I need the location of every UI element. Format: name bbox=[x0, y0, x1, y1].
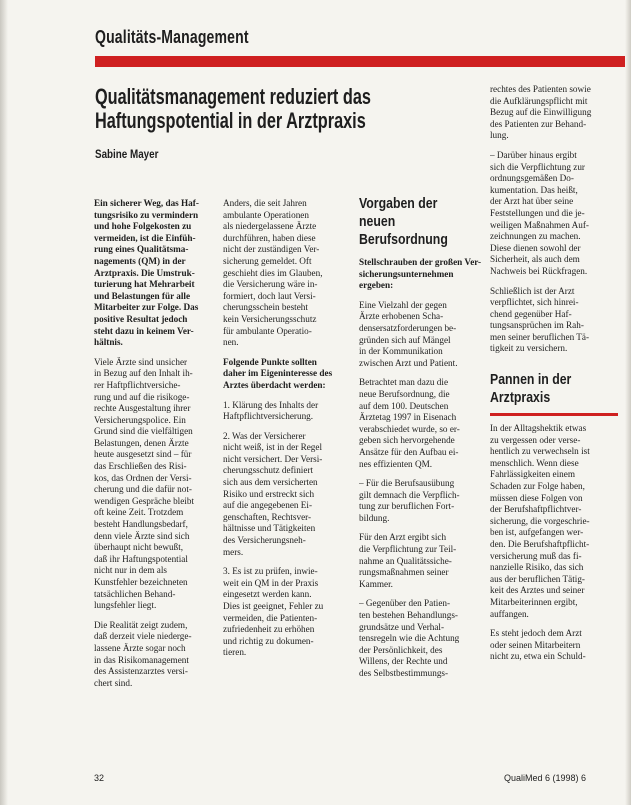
paragraph bbox=[94, 620, 215, 690]
text-line: weit ein QM in der Praxis bbox=[223, 577, 319, 588]
text-line: zu vergessen oder verse- bbox=[490, 434, 581, 445]
text-line: rechte Ausgestaltung ihrer bbox=[94, 403, 191, 414]
text-line: mers. bbox=[223, 546, 244, 557]
text-line: auf die angegebenen Ei- bbox=[223, 500, 313, 511]
paragraph bbox=[490, 84, 618, 142]
text-line: durchführen, haben diese bbox=[223, 232, 316, 243]
paragraph-gap bbox=[490, 278, 618, 286]
text-line: 3. Es ist zu prüfen, inwie- bbox=[223, 566, 318, 577]
subheading-line: Berufsordnung bbox=[359, 231, 448, 248]
text-line: Haftpflichtversicherung. bbox=[223, 411, 314, 422]
text-line: vermeiden, die Patienten- bbox=[223, 612, 318, 623]
text-line: der Arzt hat über seine bbox=[490, 196, 574, 207]
text-line: rungsmaßnahmen seiner bbox=[359, 567, 449, 578]
text-line: sicherung, die vorgeschrie- bbox=[490, 515, 590, 526]
text-line: 2. Was der Versicherer bbox=[223, 430, 306, 441]
text-line: tatsächlichen Behand- bbox=[94, 588, 176, 599]
paragraph-gap bbox=[359, 292, 481, 300]
paragraph-gap bbox=[359, 524, 481, 532]
paragraph bbox=[223, 400, 351, 423]
subheading-vorgaben bbox=[359, 195, 459, 249]
text-line: für ambulante Operatio- bbox=[223, 325, 312, 336]
text-line: rung eines Qualitätsma- bbox=[94, 244, 189, 255]
text-line: sicherung gemeldet. Oft bbox=[223, 255, 312, 266]
lead-paragraph bbox=[94, 198, 215, 349]
text-line: weiligen Maßnahmen Auf- bbox=[490, 219, 589, 230]
text-line: den. Die Berufshaftpflicht- bbox=[490, 539, 590, 549]
text-line: hältnisse und Tätigkeiten bbox=[223, 523, 316, 534]
text-line: nes effizienten QM. bbox=[359, 458, 433, 469]
text-line: – Darüber hinaus ergibt bbox=[490, 149, 577, 160]
binding-shadow bbox=[0, 0, 8, 805]
text-line: Feststellungen und die je- bbox=[490, 207, 585, 218]
text-line: In der Alltagshektik etwas bbox=[490, 423, 587, 434]
text-line: cherung und die dafür not- bbox=[94, 484, 192, 495]
text-line: nicht der zuständigen Ver- bbox=[223, 244, 320, 255]
paragraph bbox=[359, 598, 481, 679]
text-line: oft keine Zeit. Trotzdem bbox=[94, 507, 184, 518]
text-line: Ärzte erhobenen Scha- bbox=[359, 311, 444, 322]
subheading-accent-rule bbox=[490, 413, 618, 416]
paragraph-gap bbox=[94, 612, 215, 620]
text-line: aus der beruflichen Tätig- bbox=[490, 573, 585, 584]
text-line: besteht Handlungsbedarf, bbox=[94, 519, 188, 530]
text-line: Schließlich ist der Arzt bbox=[490, 285, 575, 296]
text-line: zeichnungen zu machen. bbox=[490, 231, 581, 242]
text-line: die Verpflichtung zur Teil- bbox=[359, 544, 457, 555]
text-line: wendigen Gespräche bleibt bbox=[94, 495, 195, 506]
paragraph-gap bbox=[223, 392, 351, 400]
paragraph-gap bbox=[359, 470, 481, 478]
text-column-1 bbox=[94, 198, 215, 689]
subheading-line: Arztpraxis bbox=[490, 389, 551, 407]
journal-reference: QualiMed 6 (1998) 6 bbox=[504, 773, 587, 783]
paragraph bbox=[94, 357, 215, 612]
text-line: Risiko und erstreckt sich bbox=[223, 488, 315, 499]
text-line: Belastungen, denen Ärzte bbox=[94, 437, 189, 448]
paragraph-gap bbox=[359, 369, 481, 377]
text-line: sich aus dem versicherten bbox=[223, 477, 318, 488]
headline-line: Qualitätsmanagement reduziert das bbox=[95, 84, 371, 109]
section-gap bbox=[490, 355, 618, 363]
text-line: Arztpraxis. Die Umstruk- bbox=[94, 267, 195, 278]
text-line: nanzielle Risiko, das sich bbox=[490, 562, 584, 573]
text-line: auffangen. bbox=[490, 608, 529, 619]
text-line: verpflichtet, sich hinrei- bbox=[490, 297, 579, 308]
text-line: und Belastungen für alle bbox=[94, 290, 191, 301]
text-line: – Für die Berufsausübung bbox=[359, 478, 455, 489]
text-line: und richtig zu dokumen- bbox=[223, 635, 314, 646]
headline-line: Haftungspotential in der Arztpraxis bbox=[95, 108, 366, 133]
text-line: rung und auf die risikoge- bbox=[94, 391, 190, 402]
text-line: ambulante Operationen bbox=[223, 209, 309, 220]
paragraph-gap bbox=[490, 142, 618, 150]
text-line: kos, das Ordnen der Versi- bbox=[94, 472, 192, 483]
text-line: formiert, doch laut Versi- bbox=[223, 290, 316, 301]
text-line: nen. bbox=[223, 337, 239, 348]
text-line: neue Berufsordnung, die bbox=[359, 388, 450, 399]
paragraph bbox=[359, 478, 481, 524]
text-line: kumentation. Das heißt, bbox=[490, 184, 578, 195]
paragraph-gap bbox=[223, 349, 351, 357]
text-line: hältnis. bbox=[94, 337, 123, 348]
paragraph-gap bbox=[490, 620, 618, 628]
text-line: nicht nur in dem als bbox=[94, 565, 167, 576]
text-line: Schaden zur Folge haben, bbox=[490, 481, 585, 492]
paragraph bbox=[223, 198, 351, 349]
text-line: die Aufklärungspflicht mit bbox=[490, 95, 588, 106]
subheading-line: neuen bbox=[359, 213, 396, 230]
text-line: steht dazu in keinem Ver- bbox=[94, 325, 194, 336]
text-line: rechtes des Patienten sowie bbox=[490, 84, 591, 94]
subheading-line: Pannen in der bbox=[490, 371, 572, 389]
text-line: lassene Ärzte sogar noch bbox=[94, 642, 186, 653]
text-line: der Persönlichkeit, des bbox=[359, 644, 443, 655]
text-line: Grund sind die vielfältigen bbox=[94, 426, 193, 437]
article-headline bbox=[95, 85, 371, 133]
text-line: tensregeln wie die Achtung bbox=[359, 633, 460, 644]
text-line: in das Risikomanagement bbox=[94, 654, 189, 665]
text-line: positive Resultat jedoch bbox=[94, 313, 188, 324]
text-line: geben sich hervorgehende bbox=[359, 435, 455, 446]
text-line: sich die Verpflichtung zur bbox=[490, 161, 585, 172]
section-title: Qualitäts-Management bbox=[95, 27, 249, 47]
text-line: ergeben: bbox=[359, 280, 394, 291]
text-line: Mitarbeiter zur Folge. Das bbox=[94, 302, 199, 313]
page-number: 32 bbox=[94, 773, 105, 783]
text-line: lungsfehler liegt. bbox=[94, 600, 157, 611]
section-gap bbox=[490, 363, 618, 371]
text-line: eingesetzt werden kann. bbox=[223, 589, 312, 600]
text-line: 1. Klärung des Inhalts der bbox=[223, 399, 319, 410]
text-line: in der Kommunikation bbox=[359, 346, 443, 357]
text-line: Diese dienen sowohl der bbox=[490, 242, 581, 253]
text-line: in Bezug auf den Inhalt ih- bbox=[94, 368, 193, 379]
text-line: chend gegenüber Haf- bbox=[490, 308, 572, 319]
text-line: tung zur beruflichen Fort- bbox=[359, 501, 455, 512]
text-line: Die Realität zeigt zudem, bbox=[94, 619, 188, 630]
text-line: densersatzforderungen be- bbox=[359, 322, 457, 333]
text-line: Fahrlässigkeiten einem bbox=[490, 469, 575, 480]
text-line: daß derzeit viele niederge- bbox=[94, 631, 192, 642]
text-line: des Assistenzarztes versi- bbox=[94, 666, 188, 677]
text-line: tieren. bbox=[223, 647, 247, 658]
text-line: oder seinen Mitarbeitern bbox=[490, 639, 581, 650]
paragraph-gap bbox=[359, 590, 481, 598]
text-line: Folgende Punkte sollten bbox=[223, 356, 317, 367]
text-line: nahme an Qualitätssiche- bbox=[359, 555, 452, 566]
text-line: Sicherheit, als auch dem bbox=[490, 254, 580, 265]
text-line: Ärztetag 1997 in Eisenach bbox=[359, 412, 457, 423]
text-line: rer Haftpflichtversiche- bbox=[94, 379, 181, 390]
text-line: Ein sicherer Weg, das Haf- bbox=[94, 198, 199, 208]
text-line: ben ist, aufgefangen wer- bbox=[490, 527, 584, 538]
paragraph bbox=[490, 423, 618, 620]
text-line: nicht zu, etwa ein Schuld- bbox=[490, 651, 586, 662]
text-column-2 bbox=[223, 198, 351, 659]
text-line: vermeiden, ist die Einfüh- bbox=[94, 232, 196, 243]
text-line: daß ihr Haftungspotential bbox=[94, 553, 188, 564]
text-line: nagements (QM) in der bbox=[94, 255, 186, 266]
paragraph bbox=[359, 532, 481, 590]
text-line: grundsätze und Verhal- bbox=[359, 621, 445, 632]
text-line: des Versicherungsneh- bbox=[223, 535, 306, 546]
text-line: Eine Vielzahl der gegen bbox=[359, 299, 447, 310]
text-column-3 bbox=[359, 195, 481, 680]
paragraph bbox=[359, 300, 481, 370]
text-line: zwischen Arzt und Patient. bbox=[359, 357, 458, 368]
lead-paragraph bbox=[223, 357, 351, 392]
subheading-line: Vorgaben der bbox=[359, 195, 438, 212]
text-line: geschieht dies im Glauben, bbox=[223, 267, 323, 278]
text-line: cherungsschein besteht bbox=[223, 302, 308, 313]
text-line: genschaften, Rechtsver- bbox=[223, 511, 312, 522]
text-line: Für den Arzt ergibt sich bbox=[359, 532, 447, 543]
text-line: chert sind. bbox=[94, 677, 133, 688]
text-line: ordnungsgemäßen Do- bbox=[490, 173, 574, 184]
text-line: Stellschrauben der großen Ver- bbox=[359, 257, 481, 267]
text-line: Versicherungspolice. Ein bbox=[94, 414, 186, 425]
text-line: tigkeit zu versichern. bbox=[490, 343, 568, 354]
paragraph bbox=[490, 286, 618, 356]
paragraph bbox=[490, 628, 618, 663]
text-line: men seiner beruflichen Tä- bbox=[490, 331, 590, 342]
text-line: gründen sich auf Mängel bbox=[359, 334, 451, 345]
text-line: der Berufshaftpflichtver- bbox=[490, 504, 582, 515]
header-accent-bar bbox=[95, 56, 625, 67]
text-line: gilt demnach die Verpflich- bbox=[359, 489, 460, 500]
text-line: cherungsschutz definiert bbox=[223, 465, 314, 476]
text-line: Ansätze für den Aufbau ei- bbox=[359, 446, 459, 457]
text-line: Anders, die seit Jahren bbox=[223, 198, 307, 208]
text-line: tungsrisiko zu vermindern bbox=[94, 209, 199, 220]
text-line: Es steht jedoch dem Arzt bbox=[490, 628, 582, 639]
text-line: Arztes überdacht werden: bbox=[223, 379, 326, 390]
text-line: verabschiedet wurde, so er- bbox=[359, 423, 460, 434]
text-line: des Selbstbestimmungs- bbox=[359, 668, 449, 678]
text-line: bildung. bbox=[359, 512, 390, 523]
text-line: Bezug auf die Einwilligung bbox=[490, 107, 592, 118]
text-line: Willens, der Rechte und bbox=[359, 656, 448, 667]
paragraph-gap bbox=[223, 423, 351, 431]
subheading-pannen bbox=[490, 371, 595, 407]
text-line: turierung hat Mehrarbeit bbox=[94, 279, 195, 290]
text-line: auf dem 100. Deutschen bbox=[359, 400, 449, 411]
text-line: das Erschließen des Risi- bbox=[94, 461, 187, 472]
text-line: versicherung muß das fi- bbox=[490, 550, 582, 561]
text-line: des Patienten zur Behand- bbox=[490, 118, 587, 129]
text-line: – Gegenüber den Patien- bbox=[359, 598, 451, 609]
text-line: heute ausgesetzt sind – für bbox=[94, 449, 192, 460]
article-author: Sabine Mayer bbox=[95, 147, 159, 161]
text-line: Viele Ärzte sind unsicher bbox=[94, 356, 188, 367]
text-line: hentlich zu verwechseln ist bbox=[490, 446, 590, 457]
text-line: tungsansprüchen im Rah- bbox=[490, 320, 584, 331]
text-line: Kammer. bbox=[359, 578, 393, 589]
text-line: Nachweis bei Rückfragen. bbox=[490, 265, 588, 276]
text-line: nicht versichert. Der Versi- bbox=[223, 453, 323, 464]
text-line: kein Versicherungsschutz bbox=[223, 313, 317, 324]
text-line: lung. bbox=[490, 130, 509, 141]
paragraph-gap bbox=[94, 349, 215, 357]
text-line: Betrachtet man dazu die bbox=[359, 377, 449, 388]
text-line: nicht weiß, ist in der Regel bbox=[223, 442, 322, 453]
text-column-4 bbox=[490, 84, 618, 663]
text-line: überhaupt nicht bewußt, bbox=[94, 542, 184, 553]
text-line: ten bestehen Behandlungs- bbox=[359, 610, 458, 621]
text-line: keit des Arztes und seiner bbox=[490, 585, 585, 596]
paragraph bbox=[359, 377, 481, 470]
subheading-gap bbox=[359, 249, 481, 257]
text-line: menschlich. Wenn diese bbox=[490, 457, 579, 468]
paragraph-gap bbox=[223, 558, 351, 566]
text-line: und hohe Folgekosten zu bbox=[94, 221, 192, 232]
text-line: müssen diese Folgen von bbox=[490, 492, 583, 503]
text-line: Kunstfehler bezeichneten bbox=[94, 577, 188, 587]
text-line: Mitarbeiterinnen ergibt, bbox=[490, 596, 578, 607]
text-line: als niedergelassene Ärzte bbox=[223, 221, 317, 232]
paragraph bbox=[223, 431, 351, 559]
text-line: die Versicherung wäre in- bbox=[223, 279, 318, 290]
lead-paragraph bbox=[359, 257, 481, 292]
page-edge-shadow bbox=[625, 0, 631, 805]
paragraph bbox=[223, 566, 351, 659]
text-line: Dies ist geeignet, Fehler zu bbox=[223, 601, 324, 611]
text-line: zufriedenheit zu erhöhen bbox=[223, 624, 315, 635]
text-line: daher im Eigeninteresse des bbox=[223, 368, 333, 379]
text-line: sicherungsunternehmen bbox=[359, 268, 454, 279]
paragraph bbox=[490, 150, 618, 278]
text-line: denn viele Ärzte sind sich bbox=[94, 530, 190, 541]
